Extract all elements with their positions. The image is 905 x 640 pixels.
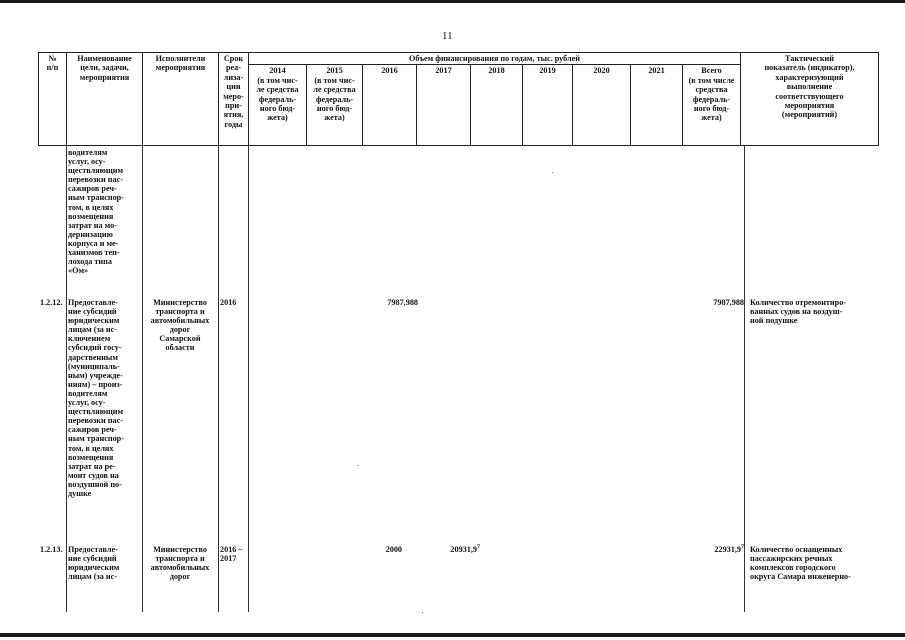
- header-executors: Исполнители мероприятия: [143, 53, 219, 146]
- page-number: 11: [442, 30, 453, 42]
- header-year-2014: 2014 (в том чис- ле средства федераль- ного бюд- жета): [249, 65, 307, 146]
- row-1-2-12-term: 2016: [220, 298, 237, 307]
- header-year-2017: 2017: [417, 65, 471, 146]
- footnote-marker: 7: [741, 544, 744, 551]
- header-name: Наименование цели, задачи, мероприятия: [67, 53, 143, 146]
- column-divider: [218, 146, 219, 612]
- row-continued-name: водителям услуг, осу- ществляющим перевозки пас- сажиров реч- ным транспор- том, в целях возмещения затрат на мо- дернизацию корпуса и ме- ханизмов теп- лохода типа «Ом»: [68, 148, 124, 276]
- row-1-2-12-executor: Министерство транспорта и автомобильных дорог Самарской области: [150, 298, 210, 353]
- row-1-2-13-name: Предоставле- ние субсидий юридическим лицам (за ис-: [68, 545, 120, 582]
- row-1-2-13-total-amount: 22931,9$^7$: [714, 544, 744, 554]
- header-year-2018: 2018: [471, 65, 523, 146]
- row-1-2-13-executor: Министерство транспорта и автомобильных дорог: [150, 545, 210, 582]
- bottom-border-line: [0, 633, 905, 637]
- column-divider: [142, 146, 143, 612]
- row-1-2-12-total-amount: 7987,988: [713, 298, 744, 307]
- header-num: № п/п: [39, 53, 67, 146]
- header-year-2015: 2015 (в том чис- ле средства федераль- ного бюд- жета): [307, 65, 363, 146]
- row-1-2-13-indicator: Количество оснащенных пассажирских речных комплексов городского округа Самара инженерно-: [750, 545, 851, 582]
- scan-speck: [422, 612, 423, 613]
- header-year-2020: 2020: [573, 65, 631, 146]
- row-1-2-12-number: 1.2.12.: [40, 298, 63, 307]
- top-border-line: [0, 0, 905, 3]
- row-1-2-13-2017-amount: 20931,9$^7$: [450, 544, 480, 554]
- row-1-2-12-name: Предоставле- ние субсидий юридическим лицам (за ис- ключением субсидий госу- дарственным (муниципаль- ным) учрежде- ниям) – произ- водителям услуг, осу- ществляющим перевозки пас- сажиров реч- ным транспор- том, в целях возмещения затрат на ре- монт судов на воздушной по- душке: [68, 298, 124, 498]
- column-divider: [248, 146, 249, 612]
- header-year-2021: 2021: [631, 65, 683, 146]
- row-1-2-13-2016-amount: 2000: [385, 545, 402, 554]
- row-1-2-13-term: 2016 – 2017: [220, 545, 243, 564]
- header-year-2019: 2019: [523, 65, 573, 146]
- table-header: [38, 52, 879, 146]
- column-divider: [66, 146, 67, 612]
- row-1-2-12-2016-amount: 7987,988: [387, 298, 418, 307]
- footnote-marker: 7: [477, 544, 480, 551]
- row-1-2-13-number: 1.2.13.: [40, 545, 63, 554]
- header-total: Всего (в том числе средства федераль- ного бюд- жета): [683, 65, 741, 146]
- row-1-2-12-indicator: Количество отремонтиро- ванных судов на воздуш- ной подушке: [750, 298, 847, 326]
- column-divider: [744, 146, 745, 612]
- scan-speck: [552, 172, 553, 173]
- scan-speck: [357, 465, 358, 466]
- header-financing: Объем финансирования по годам, тыс. рублей: [249, 53, 741, 65]
- header-indicator: Тактический показатель (индикатор), характеризующий выполнение соответствующего мероприятия (мероприятий): [741, 53, 879, 146]
- header-term: Срок реа- лиза- ции меро- при- ятия, годы: [219, 53, 249, 146]
- header-year-2016: 2016: [363, 65, 417, 146]
